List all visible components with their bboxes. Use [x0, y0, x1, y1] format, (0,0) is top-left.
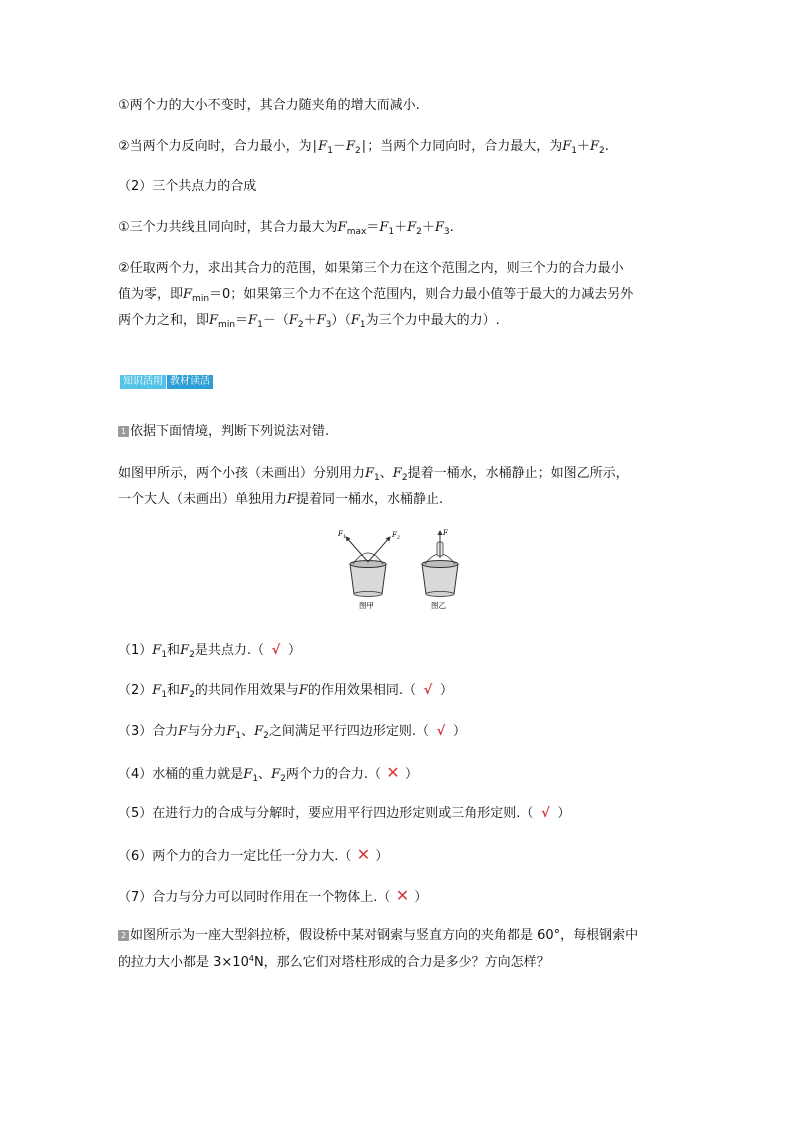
paragraph-min-resultant-line2: 值为零，即$F_{min}=0$；如果第三个力不在这个范围内，则合力最小值等于最大的力减去另外	[118, 287, 634, 304]
statement-6: （6）两个力的合力一定比任一分力大.（ ✕ ）	[118, 845, 389, 864]
answer-mark: ✕	[395, 886, 410, 905]
paragraph-point-1: ①两个力的大小不变时，其合力随夹角的增大而减小.	[118, 98, 420, 113]
answer-mark: ✕	[356, 845, 371, 864]
question-number-badge: 1	[118, 426, 129, 437]
label-F1: $F_1$	[338, 530, 347, 540]
question-1-stem: 1 依据下面情境，判断下列说法对错.	[118, 423, 329, 441]
bucket-yi-drawing	[422, 529, 458, 610]
badge-knowledge-applied: 知识活用	[120, 375, 166, 389]
statement-2: $(2)F_1$和$F_2$的共同作用效果与F的作用效果相同.（ √ ）	[118, 683, 454, 700]
statement-4: （4）水桶的重力就是$F_1$、$F_2$两个力的合力.（ ✕ ）	[118, 763, 418, 784]
statement-3: （3）合力F与分力$F_1$、$F_2$之间满足平行四边形定则.（ √ ）	[118, 724, 467, 741]
answer-mark: √	[423, 683, 433, 698]
statement-1: $(1)F_1$和$F_2$是共点力.（ √ ）	[118, 643, 301, 660]
badge-textbook-reading: 教材读活	[167, 375, 213, 389]
question-2-line1: 2 如图所示为一座大型斜拉桥，假设桥中某对钢索与竖直方向的夹角都是 60°，每根钢索中	[118, 927, 638, 945]
statement-7: （7）合力与分力可以同时作用在一个物体上.（ ✕ ）	[118, 886, 428, 905]
answer-mark: ✕	[386, 763, 400, 782]
bucket-figure	[330, 528, 470, 612]
force-arrow-F1	[346, 537, 368, 562]
paragraph-point-2: ②当两个力反向时，合力最小，为$∣F_1-F_2∣$；当两个力同向时，合力最大，为$F_1+F_2$.	[118, 139, 609, 156]
paragraph-max-resultant: ①三个力共线且同向时，其合力最大为$F_{max}=F_1+F_2+F_3$.	[118, 220, 454, 237]
label-F2: $F_2$	[392, 531, 401, 541]
caption-yi: 图乙	[431, 601, 446, 610]
paragraph-min-resultant-line1: ②任取两个力，求出其合力的范围，如果第三个力在这个范围之内，则三个力的合力最小	[118, 261, 624, 276]
question-2-line2: 的拉力大小都是 $3\times 10^4N$，那么它们对塔柱形成的合力是多少？方向怎样？	[118, 954, 550, 970]
bucket-jia-drawing	[337, 530, 400, 610]
section-heading: （2）三个共点力的合成	[118, 179, 257, 194]
caption-jia: 图甲	[359, 601, 374, 610]
force-arrow-F2	[368, 537, 390, 562]
question-1-scenario-line2: 一个大人（未画出）单独用力F提着同一桶水，水桶静止.	[118, 492, 444, 507]
question-1-scenario-line1: 如图甲所示，两个小孩（未画出）分别用力$F_1$、$F_2$提着一桶水，水桶静止；如图乙所示，	[118, 466, 629, 483]
statement-5: （5）在进行力的合成与分解时，要应用平行四边形定则或三角形定则.（ √ ）	[118, 806, 571, 821]
paragraph-min-resultant-line3: 两个力之和，即$F_{min}=F_1-(F_2+F_3)(F_1$为三个力中最大的力）.	[118, 313, 500, 330]
answer-mark: √	[271, 643, 281, 658]
answer-mark: √	[541, 806, 550, 821]
section-badge	[120, 375, 213, 389]
label-F: F	[443, 529, 448, 537]
question-number-badge: 2	[118, 930, 129, 941]
answer-mark: √	[436, 724, 446, 739]
